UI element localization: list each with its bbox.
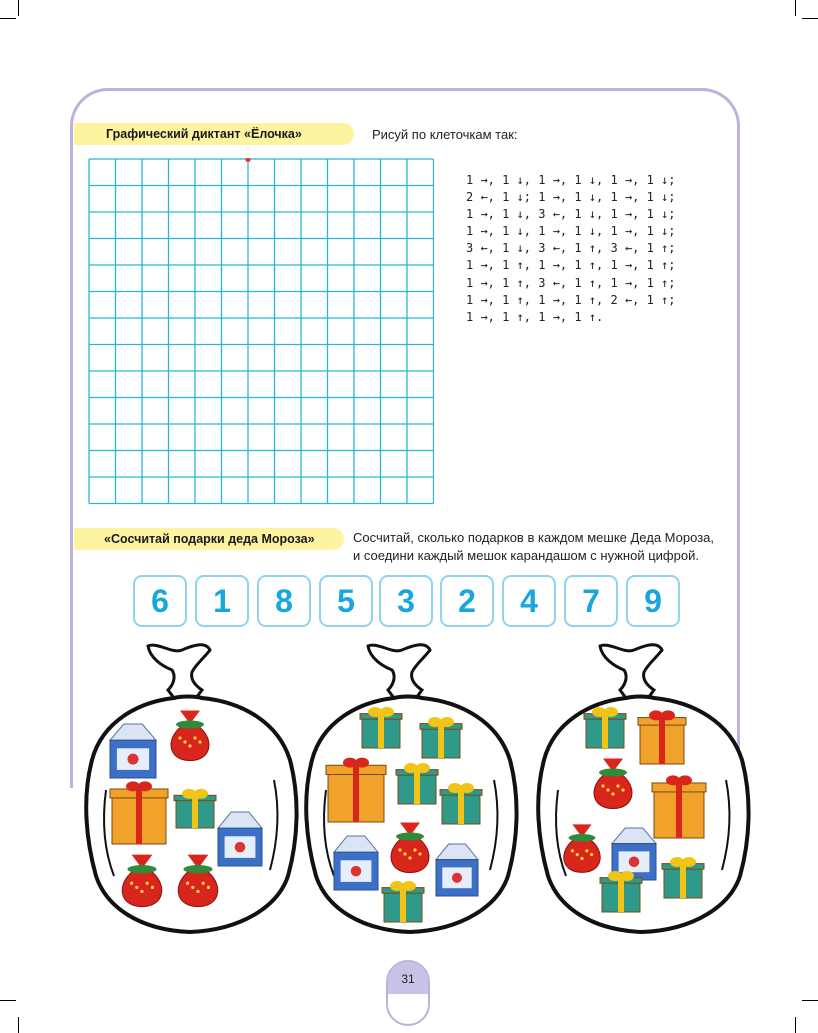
- dictation-line: 1 →, 1 ↑, 1 →, 1 ↑.: [466, 309, 604, 324]
- section-title-count-gifts: «Сосчитай подарки деда Мороза»: [74, 528, 344, 550]
- dictation-line: 1 →, 1 ↑, 3 ←, 1 ↑, 1 →, 1 ↑;: [466, 275, 676, 290]
- gift-house: [334, 836, 378, 890]
- dictation-instruction: Рисуй по клеточкам так:: [372, 127, 518, 142]
- gift-sack-small: [564, 824, 600, 872]
- gift-box-small: [662, 857, 704, 898]
- gift-sack-small: [178, 855, 217, 907]
- gift-sack-small: [171, 711, 209, 761]
- gift-box-small: [440, 783, 482, 824]
- gift-box-small: [584, 707, 626, 748]
- gift-house: [218, 812, 262, 866]
- dictation-line: 3 ←, 1 ↓, 3 ←, 1 ↑, 3 ←, 1 ↑;: [466, 241, 676, 256]
- gift-box-small: [360, 707, 402, 748]
- dictation-line: 1 →, 1 ↓, 1 →, 1 ↓, 1 →, 1 ↓;: [466, 224, 676, 239]
- gift-box-large: [638, 710, 686, 764]
- gift-box-large: [326, 758, 386, 822]
- number-box[interactable]: 9: [626, 575, 680, 627]
- count-instruction-line1: Сосчитай, сколько подарков в каждом мешке Деда Мороза,: [353, 530, 715, 545]
- gift-house: [110, 724, 156, 778]
- gift-box-small: [600, 871, 642, 912]
- number-box[interactable]: 5: [319, 575, 373, 627]
- gift-box-small: [420, 717, 462, 758]
- gift-box-large: [110, 781, 168, 844]
- number-box[interactable]: 8: [257, 575, 311, 627]
- gift-sack-small: [594, 759, 632, 809]
- gift-box-small: [382, 881, 424, 922]
- dictation-line: 1 →, 1 ↑, 1 →, 1 ↑, 1 →, 1 ↑;: [466, 258, 676, 273]
- number-box[interactable]: 7: [564, 575, 618, 627]
- gift-box-small: [174, 789, 216, 828]
- page-number-tab: [386, 960, 430, 1026]
- gift-house: [436, 844, 478, 896]
- number-box[interactable]: 2: [440, 575, 494, 627]
- number-box[interactable]: 4: [502, 575, 556, 627]
- section-title-dictation: Графический диктант «Ёлочка»: [74, 123, 354, 145]
- dictation-line: 2 ←, 1 ↓; 1 →, 1 ↓, 1 →, 1 ↓;: [466, 190, 676, 205]
- gift-box-small: [396, 763, 438, 804]
- dictation-line: 1 →, 1 ↓, 1 →, 1 ↓, 1 →, 1 ↓;: [466, 173, 676, 187]
- count-instruction-line2: и соедини каждый мешок карандашом с нужной цифрой.: [353, 548, 699, 563]
- gift-sack-small: [391, 823, 429, 873]
- dictation-line: 1 →, 1 ↑, 1 →, 1 ↑, 2 ←, 1 ↑;: [466, 292, 676, 307]
- page-number: 31: [388, 962, 428, 994]
- gift-box-large: [652, 775, 706, 838]
- gift-sack-small: [122, 855, 161, 907]
- number-box[interactable]: 1: [195, 575, 249, 627]
- dictation-line: 1 →, 1 ↓, 3 ←, 1 ↓, 1 →, 1 ↓;: [466, 207, 676, 222]
- number-box[interactable]: 3: [379, 575, 433, 627]
- number-box[interactable]: 6: [133, 575, 187, 627]
